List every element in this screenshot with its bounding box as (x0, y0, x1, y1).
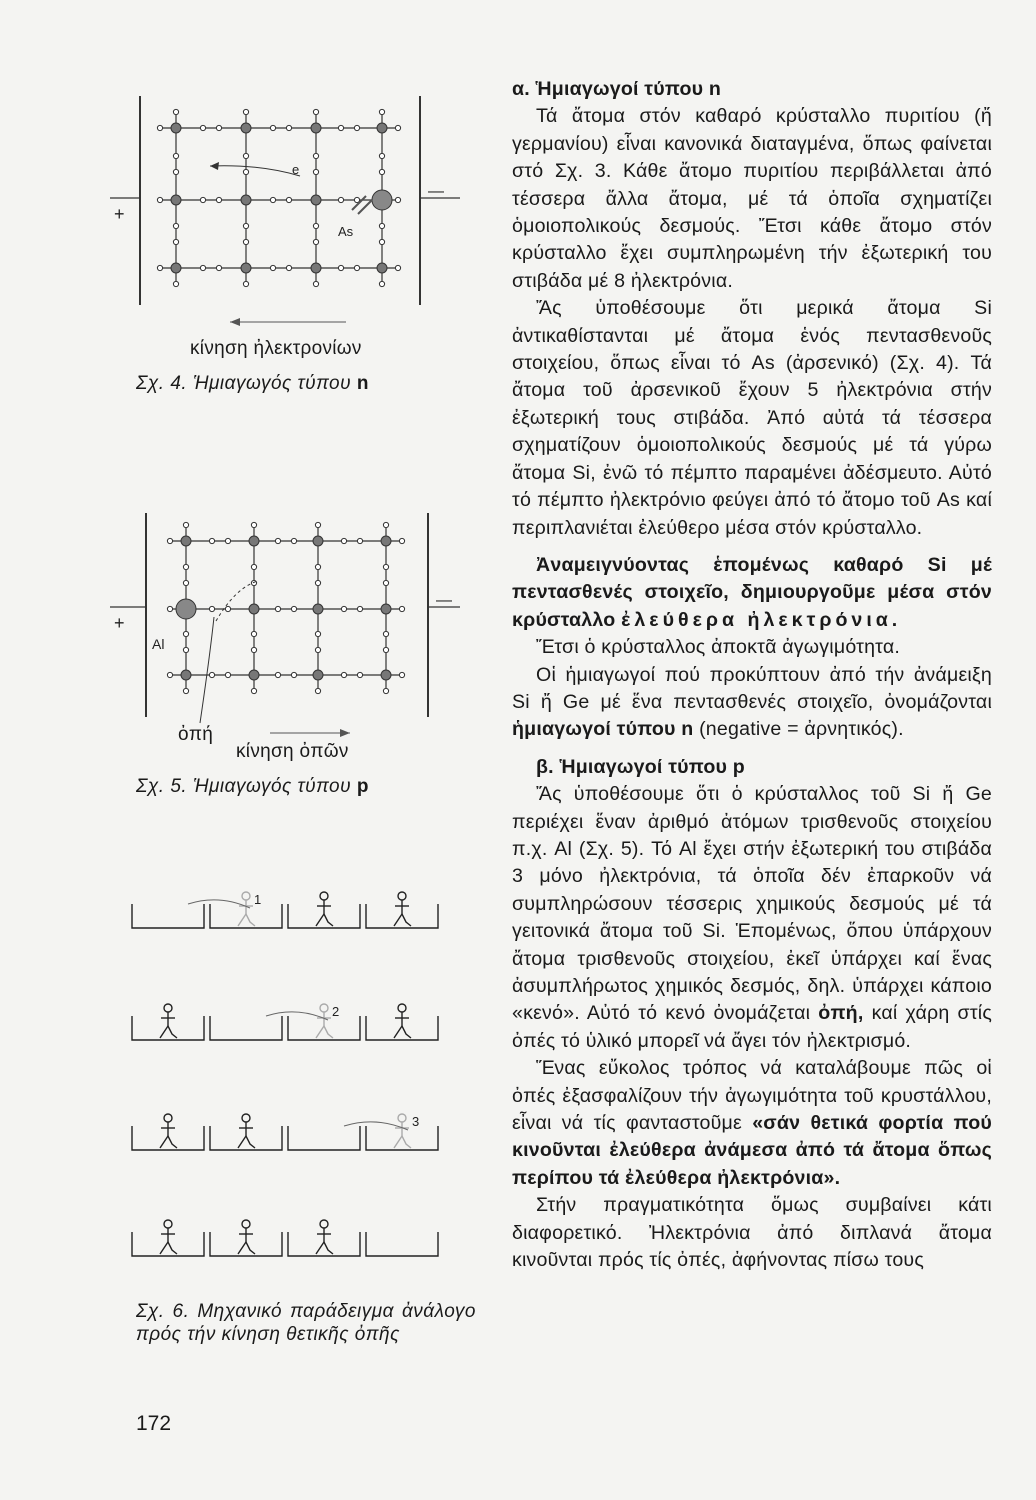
electron-dot (313, 109, 318, 114)
electron-dot (173, 109, 178, 114)
electron-dot (341, 538, 346, 543)
paragraph-a4: Ἔτσι ὁ κρύσταλλος ἀποκτᾶ ἀγωγιμότητα. (536, 636, 901, 659)
figure-part (238, 1136, 255, 1148)
page-number: 172 (136, 1412, 172, 1435)
electron-dot (216, 265, 221, 270)
fig4-caption-letter: n (356, 373, 369, 394)
silicon-atom (313, 670, 323, 680)
electron-dot (313, 239, 318, 244)
silicon-atom (311, 123, 321, 133)
figure-part (160, 1026, 177, 1038)
minus-sign: — (436, 592, 452, 609)
electron-dot (291, 538, 296, 543)
electron-dot (383, 631, 388, 636)
electron-dot (183, 647, 188, 652)
electron-dot (183, 631, 188, 636)
figure-part (320, 1004, 328, 1012)
paragraph-b1-bold: ὀπή, (818, 1002, 864, 1025)
figure-part (242, 1114, 250, 1122)
electron-dot (338, 197, 343, 202)
figure-part (394, 914, 411, 926)
figure-part (242, 1220, 250, 1228)
electron-dot (286, 197, 291, 202)
section-a-heading: α. Ἡμιαγωγοί τύπου n (512, 78, 722, 100)
stick-figure (316, 1004, 333, 1038)
paragraph-a5 (512, 662, 992, 744)
electron-dot (173, 239, 178, 244)
lattice-n-type-diagram (110, 88, 460, 328)
figure-part (316, 914, 333, 926)
electron-dot (338, 265, 343, 270)
electron-dot (357, 672, 362, 677)
silicon-atom (241, 123, 251, 133)
electron-dot (209, 538, 214, 543)
figure-part (320, 1220, 328, 1228)
electron-dot (315, 688, 320, 693)
stick-figure (160, 1220, 177, 1254)
electron-dot (183, 522, 188, 527)
electron-dot (313, 153, 318, 158)
minus-sign: — (428, 183, 444, 200)
seat-box (288, 1126, 360, 1150)
electron-dot (225, 672, 230, 677)
electron-dot (291, 672, 296, 677)
figure-4-lattice (110, 88, 460, 328)
electron-dot (243, 281, 248, 286)
step-label: 1 (254, 892, 262, 907)
silicon-atom (241, 195, 251, 205)
plus-sign: + (114, 613, 125, 633)
fig5-hole-label: ὀπή (178, 724, 214, 745)
stick-figure (394, 1004, 411, 1038)
electron-dot (167, 672, 172, 677)
paragraph-a5-end: (negative = ἀρνητικός). (693, 718, 904, 741)
electron-dot (357, 538, 362, 543)
figure-part (164, 1220, 172, 1228)
electron-dot (286, 125, 291, 130)
paragraph-a5-bold: ἡμιαγωγοί τύπου n (512, 718, 694, 741)
fig4-caption (136, 373, 369, 395)
paragraph-b2 (512, 1055, 992, 1192)
electron-dot (200, 265, 205, 270)
electron-dot (395, 197, 400, 202)
impurity-atom (176, 599, 196, 619)
stick-figure (238, 1114, 255, 1148)
electron-dot (383, 564, 388, 569)
silicon-atom (381, 604, 391, 614)
stick-figure (394, 1114, 411, 1148)
paragraph-a3-bold: Ἀναμειγνύοντας ἑπομένως καθαρό Si μέ πεντασθενές στοιχεῖο, δημιουργοῦμε μέσα στόν κρύσταλλο (512, 553, 992, 631)
silicon-atom (181, 670, 191, 680)
figure-part (164, 1004, 172, 1012)
electron-dot (251, 564, 256, 569)
stick-figure (238, 892, 255, 926)
move-arrow (344, 1122, 408, 1130)
move-arrow (188, 900, 250, 908)
silicon-atom (181, 536, 191, 546)
silicon-atom (377, 263, 387, 273)
figure-6-mechanical-analogy (120, 880, 470, 1300)
figure-part (398, 892, 406, 900)
seat-box (366, 1232, 438, 1256)
electron-dot (395, 265, 400, 270)
electron-dot (338, 125, 343, 130)
motion-arrowhead (230, 318, 240, 326)
fig6-caption: Σχ. 6. Μηχανικό παράδειγμα ἀνάλογο πρός τήν κίνηση θετικῆς ὀπῆς (136, 1301, 476, 1345)
hole-pointer (200, 617, 214, 723)
electron-dot (315, 631, 320, 636)
silicon-atom (377, 123, 387, 133)
paragraph-a1: Τά ἄτομα στόν καθαρό κρύσταλλο πυριτίου (ἤ γερμανίου) εἶναι κανονικά διαταγμένα, ὅπως φαίνεται στό Σχ. 3. Κάθε ἄτομο πυριτίου περιβάλλεται ἀπό τέσσερα ἄλλα ἄτομα, μέ τά ὁποῖα σχηματίζει ὁμοιοπολικούς δεσμούς. Ἔτσι κάθε ἄτομο στόν κρύσταλλο ἔχει συμπληρωμένη τήν ἐξωτερική του στιβάδα μέ 8 ἠλεκτρόνια. (512, 105, 992, 292)
electron-dot (225, 606, 230, 611)
paragraph-b1-end: καί χάρη στίς ὀπές τό ὑλικό μπορεῖ νά ἄγει τόν ἠλεκτρισμό. (512, 1002, 992, 1052)
electron-dot (251, 522, 256, 527)
electron-dot (383, 580, 388, 585)
figure-part (242, 892, 250, 900)
electron-dot (173, 223, 178, 228)
electron-dot (395, 125, 400, 130)
impurity-atom (372, 190, 392, 210)
figure-part (160, 1136, 177, 1148)
stick-figure (316, 1220, 333, 1254)
silicon-atom (249, 536, 259, 546)
electron-dot (216, 125, 221, 130)
stick-figure (160, 1114, 177, 1148)
electron-dot (275, 538, 280, 543)
paragraph-a3-spaced: ἐλεύθερα ἠλεκτρόνια. (621, 608, 902, 631)
motion-arrowhead (340, 729, 350, 737)
step-label: 2 (332, 1004, 340, 1019)
electron-dot (383, 522, 388, 527)
fig5-caption (136, 776, 369, 798)
silicon-atom (171, 263, 181, 273)
electron-dot (200, 197, 205, 202)
electron-dot (157, 197, 162, 202)
electron-dot (357, 606, 362, 611)
lattice-p-type-diagram (110, 505, 460, 765)
fig5-motion-label: κίνηση ὀπῶν (236, 741, 349, 762)
silicon-atom (311, 263, 321, 273)
paragraph-a2: Ἄς ὑποθέσουμε ὅτι μερικά ἄτομα Si ἀντικαθίστανται μέ ἄτομα ἑνός πεντασθενοῦς στοιχείου, ὅπως εἶναι τό As (ἀρσενικό) (Σχ. 4). Τά ἄτομα τοῦ ἀρσενικοῦ ἔχουν 5 ἠλεκτρόνια στήν ἐξωτερική τους στιβάδα. Ἀπό αὐτά τά τέσσερα σχηματίζουν ὁμοιοπολικούς δεσμούς μέ τά γύρω ἄτομα Si, ἐνῶ τό πέμπτο παραμένει ἀδέσμευτο. Αὐτό τό πέμπτο ἠλεκτρόνιο φεύγει ἀπό τό ἄτομο τοῦ As καί περιπλανιέται ἐλεύθερο μέσα στόν κρύσταλλο. (512, 297, 992, 539)
seat-box (132, 904, 204, 928)
move-arrow (266, 1012, 328, 1020)
as-label: As (338, 224, 354, 239)
electron-dot (354, 265, 359, 270)
figure-part (398, 1114, 406, 1122)
electron-dot (315, 564, 320, 569)
silicon-atom (241, 263, 251, 273)
electron-dot (270, 125, 275, 130)
silicon-atom (171, 123, 181, 133)
paragraph-a3 (512, 552, 992, 634)
paragraph-b1 (512, 781, 992, 1055)
electron-dot (216, 197, 221, 202)
electron-dot (251, 580, 256, 585)
electron-label: e (292, 162, 300, 177)
electron-dot (399, 606, 404, 611)
electron-dot (173, 153, 178, 158)
paragraph-b3: Στήν πραγματικότητα ὅμως συμβαίνει κάτι διαφορετικό. Ἠλεκτρόνια ἀπό διπλανά ἄτομα κινοῦνται πρός τίς ὀπές, ἀφήνοντας πίσω τους (512, 1194, 992, 1272)
electron-dot (243, 109, 248, 114)
electron-dot (167, 538, 172, 543)
paragraph-a5-start: Οἱ ἡμιαγωγοί πού προκύπτουν ἀπό τήν ἀνάμειξη Si ἤ Ge μέ ἕνα πεντασθενές στοιχεῖο, ὀνομάζονται (512, 663, 992, 713)
fig4-caption-text: Σχ. 4. Ἡμιαγωγός τύπου (136, 373, 357, 394)
electron-dot (243, 239, 248, 244)
electron-dot (315, 647, 320, 652)
electron-dot (399, 672, 404, 677)
electron-path-arrow (210, 166, 300, 176)
figure-part (238, 914, 255, 926)
electron-dot (183, 564, 188, 569)
stick-figure (316, 892, 333, 926)
figure-5-lattice (110, 505, 460, 765)
step-label: 3 (412, 1114, 420, 1129)
electron-dot (379, 239, 384, 244)
silicon-atom (313, 604, 323, 614)
electron-dot (399, 538, 404, 543)
silicon-atom (381, 536, 391, 546)
figure-part (238, 1242, 255, 1254)
electron-dot (275, 672, 280, 677)
electron-dot (379, 281, 384, 286)
electron-dot (183, 688, 188, 693)
electron-dot (270, 197, 275, 202)
electron-dot (379, 169, 384, 174)
electron-dot (313, 169, 318, 174)
electron-dot (275, 606, 280, 611)
section-b-heading: β. Ἡμιαγωγοί τύπου p (536, 755, 745, 778)
silicon-atom (313, 536, 323, 546)
text-column (512, 76, 992, 1274)
electron-dot (225, 538, 230, 543)
electron-dot (313, 223, 318, 228)
electron-dot (167, 606, 172, 611)
electron-dot (157, 125, 162, 130)
figure-part (164, 1114, 172, 1122)
electron-dot (341, 606, 346, 611)
figure-part (394, 1026, 411, 1038)
plus-sign: + (114, 204, 125, 224)
electron-dot (341, 672, 346, 677)
electron-dot (291, 606, 296, 611)
hole-motion-analogy-diagram (120, 880, 470, 1300)
electron-dot (315, 580, 320, 585)
electron-dot (379, 153, 384, 158)
seat-box (210, 1016, 282, 1040)
electron-dot (173, 281, 178, 286)
stick-figure (394, 892, 411, 926)
electron-dot (286, 265, 291, 270)
electron-dot (251, 647, 256, 652)
electron-dot (383, 647, 388, 652)
figure-part (160, 1242, 177, 1254)
electron-dot (209, 606, 214, 611)
figure-part (316, 1242, 333, 1254)
al-label: Al (152, 636, 165, 652)
figure-part (394, 1136, 411, 1148)
electron-dot (200, 125, 205, 130)
paragraph-b2-bold: «σάν θετικά φορτία πού κινοῦνται ἐλεύθερα ἀνάμεσα ἀπό τά ἄτομα ὅπως περίπου τά ἐλεύθερα ἠλεκτρόνια». (512, 1112, 992, 1189)
electron-dot (157, 265, 162, 270)
electron-dot (354, 125, 359, 130)
silicon-atom (171, 195, 181, 205)
stick-figure (238, 1220, 255, 1254)
electron-dot (243, 223, 248, 228)
figure-part (316, 1026, 333, 1038)
fig4-motion-label: κίνηση ἠλεκτρονίων (190, 338, 362, 359)
fig5-caption-text: Σχ. 5. Ἡμιαγωγός τύπου (136, 776, 357, 797)
silicon-atom (249, 670, 259, 680)
electron-dot (243, 153, 248, 158)
silicon-atom (249, 604, 259, 614)
electron-dot (173, 169, 178, 174)
electron-dot (379, 223, 384, 228)
electron-dot (251, 631, 256, 636)
electron-dot (313, 281, 318, 286)
arrowhead (210, 162, 219, 170)
fig5-caption-letter: p (356, 776, 369, 797)
silicon-atom (381, 670, 391, 680)
electron-dot (379, 109, 384, 114)
figure-part (398, 1004, 406, 1012)
electron-dot (383, 688, 388, 693)
electron-dot (315, 522, 320, 527)
electron-dot (183, 580, 188, 585)
paragraph-b1-start: Ἄς ὑποθέσουμε ὅτι ὁ κρύσταλλος τοῦ Si ἤ Ge περιέχει ἕναν ἀριθμό ἀτόμων τρισθενοῦς στοιχείου π.χ. Al (Σχ. 5). Τό Al ἔχει στήν ἐξωτερική του στιβάδα 3 μόνο ἠλεκτρόνια, τά ὁποῖα δέν ἐπαρκοῦν νά συμπληρώσουν τέσσερις χημικούς δεσμούς μέ τά γειτονικά ἄτομα τοῦ Si. Ἑπομένως, ὅπου ὑπάρχουν ἄτομα τρισθενοῦς στοιχείου, ἐκεῖ ὑπάρχει καί ἕνας ἀσυμπλήρωτος χημικός δεσμός, δηλ. ὑπάρχει κάποιο «κενό». Αὐτό τό κενό ὀνομάζεται (512, 783, 992, 1025)
figure-part (320, 892, 328, 900)
silicon-atom (311, 195, 321, 205)
electron-dot (209, 672, 214, 677)
hole-jump-arrow (216, 581, 258, 621)
paragraph-b2-start: Ἕνας εὔκολος τρόπος νά καταλάβουμε πῶς οἱ ὀπές ἐξασφαλίζουν τήν ἀγωγιμότητα τοῦ κρυστάλλου, εἶναι νά τίς φανταστοῦμε (512, 1057, 992, 1135)
electron-dot (270, 265, 275, 270)
stick-figure (160, 1004, 177, 1038)
electron-dot (243, 169, 248, 174)
electron-dot (251, 688, 256, 693)
